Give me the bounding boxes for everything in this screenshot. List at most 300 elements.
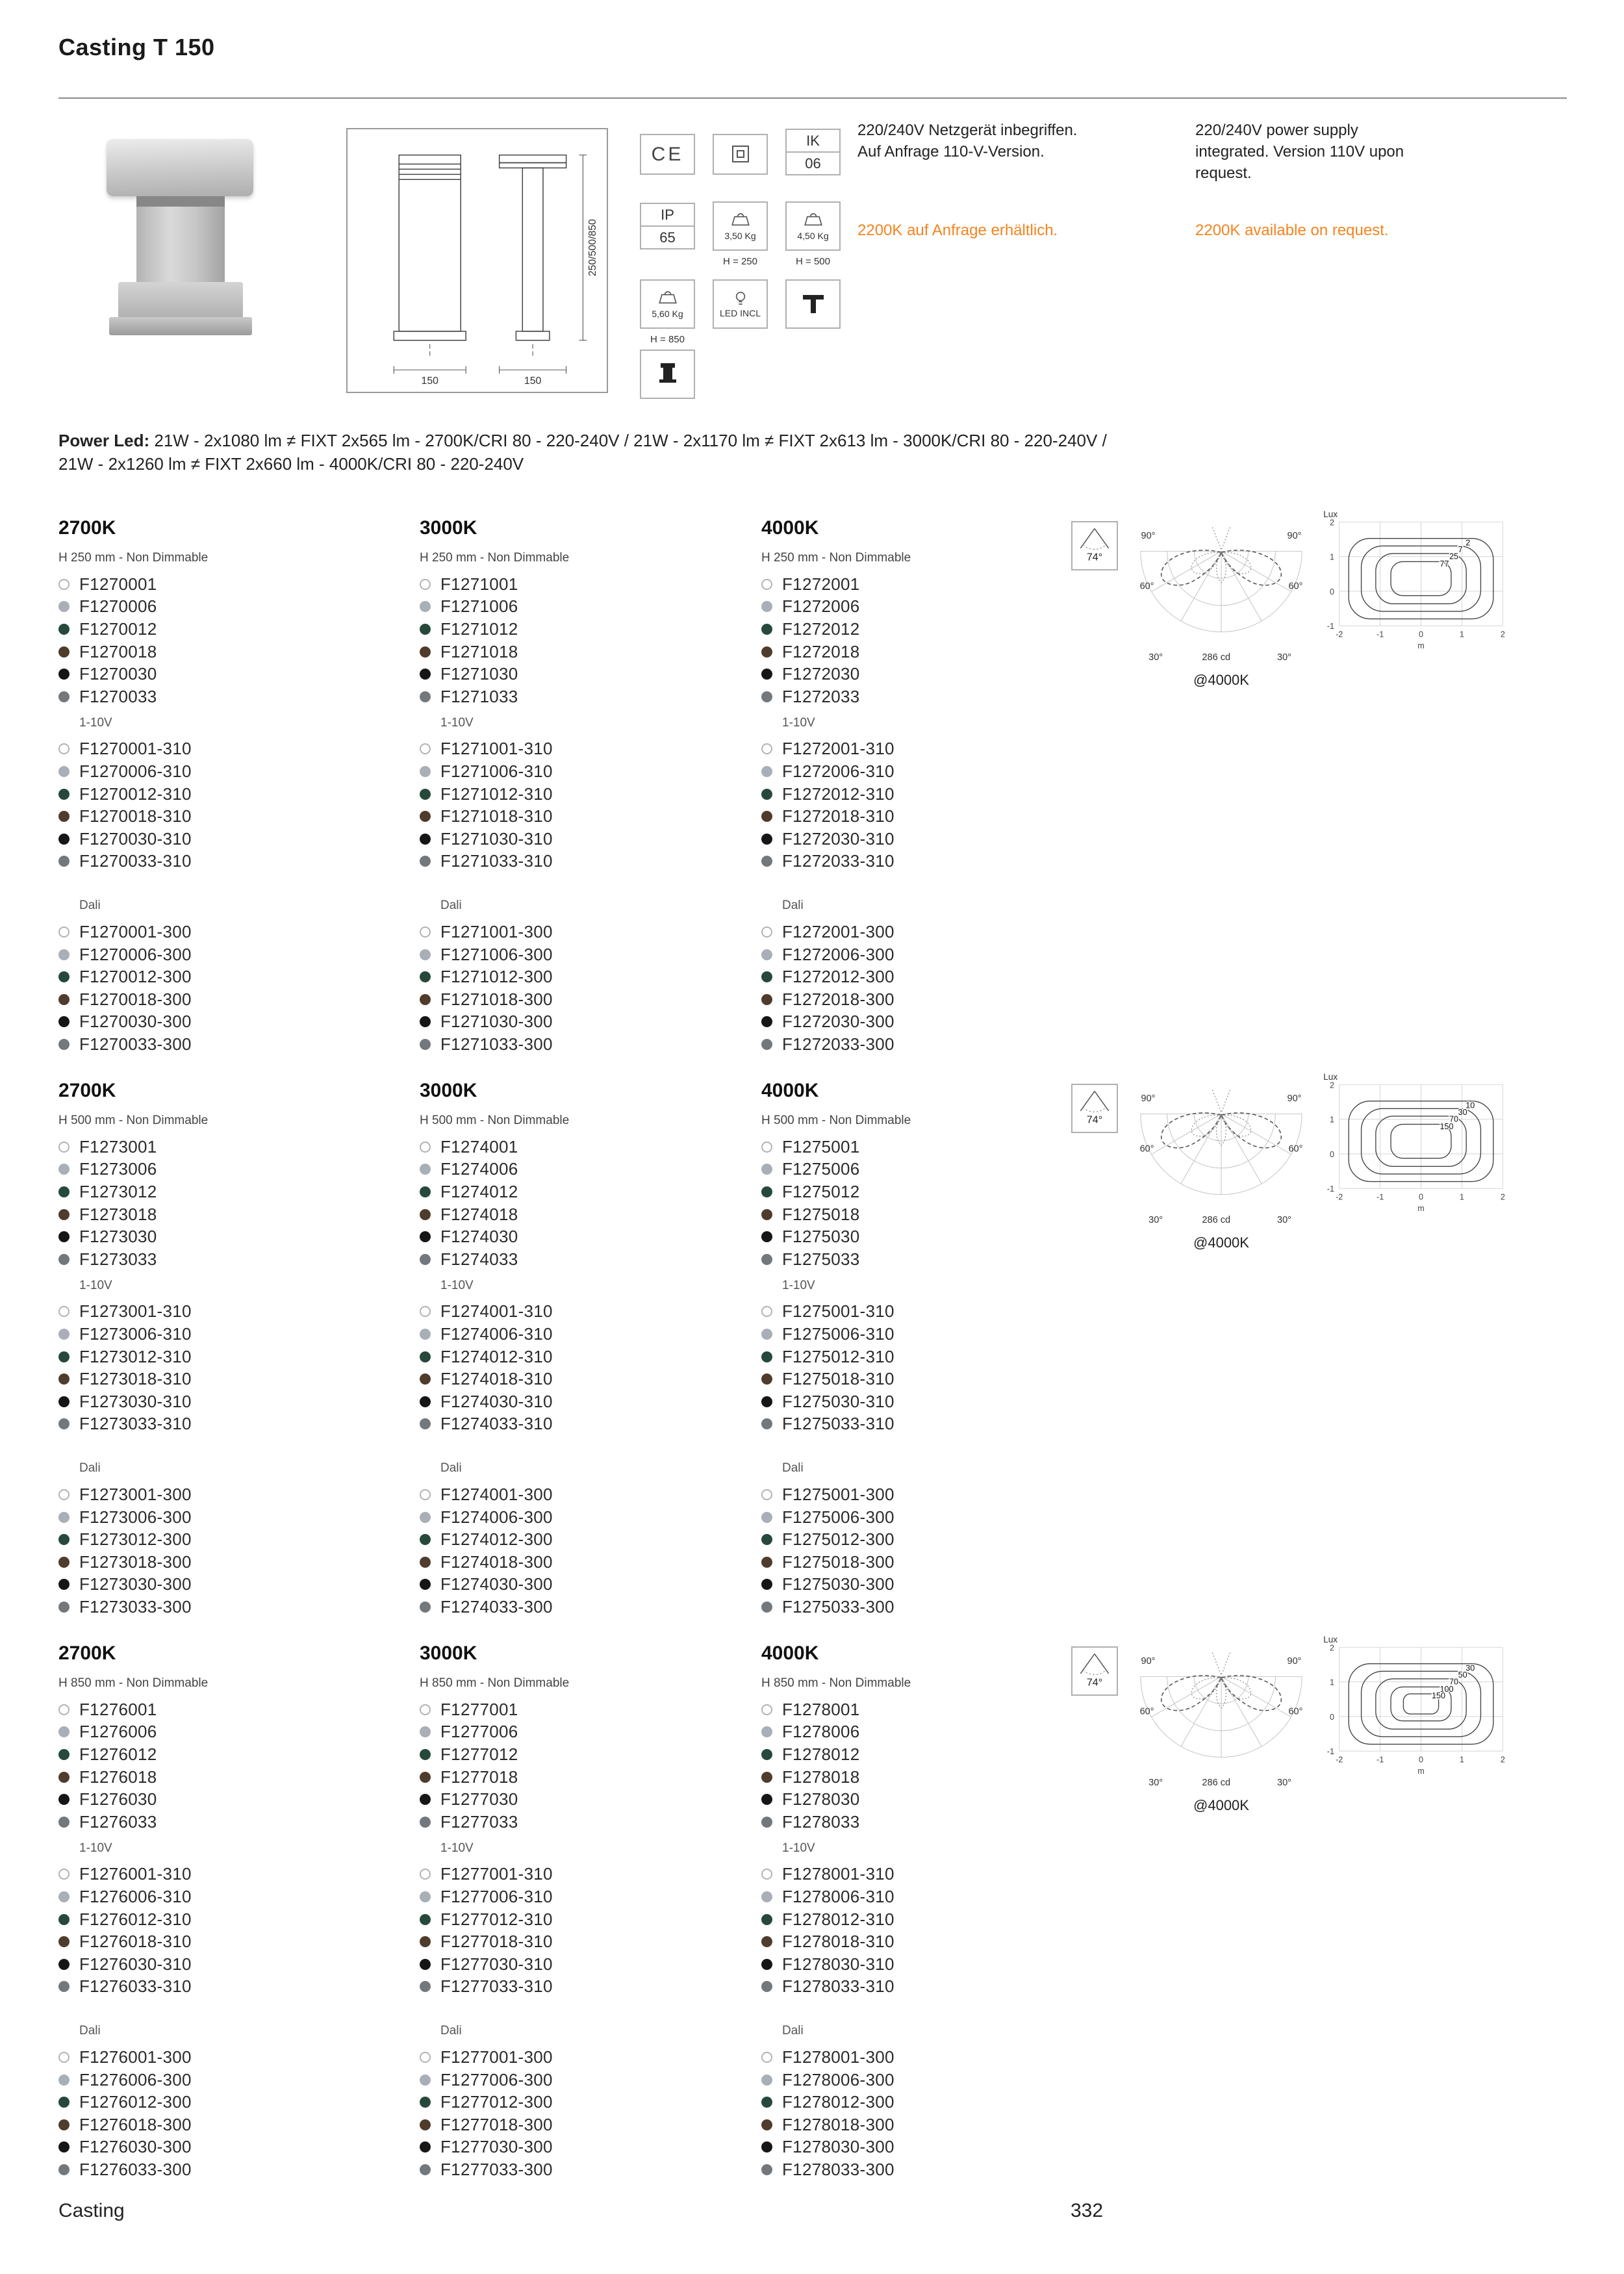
finish-dot-icon	[761, 691, 772, 702]
code-list-base	[58, 1136, 377, 1271]
photometry-panel	[1071, 1071, 1573, 1392]
product-code-row	[420, 1181, 738, 1203]
beam-angle-glyph	[1073, 1086, 1116, 1131]
svg-text:2: 2	[1500, 1755, 1505, 1765]
product-code: F1276030-300	[79, 2137, 192, 2157]
svg-text:1: 1	[1459, 1755, 1464, 1765]
product-code-row	[420, 1596, 738, 1618]
product-code-row	[58, 828, 377, 850]
svg-text:150: 150	[1440, 1122, 1454, 1132]
temperature-heading: 3000K	[420, 517, 477, 539]
product-code-row	[420, 850, 738, 873]
finish-dot-icon	[58, 1142, 70, 1153]
svg-text:30: 30	[1465, 1663, 1475, 1673]
product-code-row	[58, 1506, 377, 1529]
finish-dot-icon	[761, 1164, 772, 1175]
svg-text:0: 0	[1329, 1712, 1334, 1722]
finish-dot-icon	[761, 1726, 772, 1737]
finish-dot-icon	[761, 926, 772, 938]
product-code-row	[58, 2136, 377, 2159]
finish-dot-icon	[420, 856, 431, 867]
product-code-row	[58, 2091, 377, 2114]
finish-dot-icon	[58, 2097, 70, 2108]
code-list-base	[420, 573, 738, 708]
finish-dot-icon	[58, 1914, 70, 1925]
svg-text:30°: 30°	[1276, 1215, 1291, 1226]
product-code: F1277030-300	[440, 2137, 553, 2157]
temperature-heading: 4000K	[761, 517, 819, 539]
product-code: F1270033	[79, 686, 157, 706]
product-code-row	[58, 1301, 377, 1323]
product-code: F1272033-300	[782, 1034, 894, 1054]
product-code: F1272012-310	[782, 784, 894, 804]
product-code-row	[420, 1551, 738, 1574]
finish-dot-icon	[761, 1534, 772, 1545]
product-code-row	[58, 1033, 377, 1056]
finish-dot-icon	[420, 1016, 431, 1027]
finish-dot-icon	[58, 994, 70, 1005]
power-led-label: Power Led:	[58, 431, 150, 450]
finish-dot-icon	[420, 1329, 431, 1340]
product-code-row	[420, 805, 738, 828]
svg-text:1: 1	[1329, 552, 1334, 562]
product-listings	[58, 509, 1572, 2213]
product-code: F1273030-300	[79, 1574, 192, 1594]
finish-dot-icon	[420, 1534, 431, 1545]
svg-text:0: 0	[1329, 587, 1334, 596]
height-note-850: H = 850	[650, 334, 685, 345]
finish-dot-icon	[420, 646, 431, 658]
finish-dot-icon	[761, 1914, 772, 1925]
product-code-row	[761, 1368, 1080, 1390]
finish-dot-icon	[58, 926, 70, 938]
finish-dot-icon	[761, 1418, 772, 1429]
product-code: F1277006-310	[440, 1886, 553, 1906]
finish-dot-icon	[761, 2164, 772, 2175]
product-code-row	[58, 1528, 377, 1551]
lux-chart	[1314, 508, 1509, 656]
product-code: F1271012	[440, 619, 518, 639]
finish-dot-icon	[420, 1914, 431, 1925]
product-code: F1271001	[440, 574, 518, 594]
product-code-row	[761, 1811, 1080, 1833]
svg-text:70: 70	[1449, 1114, 1459, 1124]
product-code-row	[761, 2046, 1080, 2069]
finish-dot-icon	[58, 811, 70, 822]
svg-text:90°: 90°	[1287, 1093, 1302, 1105]
product-code: F1273006-300	[79, 1507, 192, 1527]
svg-text:1: 1	[1459, 630, 1464, 639]
product-code: F1270006-300	[79, 944, 192, 964]
product-code: F1274030-310	[440, 1391, 553, 1411]
product-code-row	[761, 2069, 1080, 2091]
product-code-row	[761, 1574, 1080, 1596]
product-code-row	[420, 760, 738, 783]
finish-dot-icon	[58, 743, 70, 754]
svg-text:m: m	[1417, 641, 1425, 651]
product-code: F1277001-300	[440, 2047, 553, 2067]
product-code-row	[420, 1368, 738, 1390]
product-group	[58, 509, 1572, 1080]
height-subtitle: H 250 mm - Non Dimmable	[58, 551, 209, 565]
finish-dot-icon	[420, 601, 431, 612]
product-code-row	[761, 943, 1080, 966]
product-code: F1270030-300	[79, 1012, 192, 1032]
led-included-text: LED INCL	[719, 307, 761, 318]
product-code: F1278033	[782, 1811, 860, 1832]
finish-dot-icon	[58, 1254, 70, 1265]
svg-text:2: 2	[1465, 538, 1471, 548]
product-code-row	[761, 1413, 1080, 1436]
dimming-section-label: Dali	[440, 1461, 462, 1476]
finish-dot-icon	[420, 2052, 431, 2063]
product-code-row	[58, 2158, 377, 2181]
finish-dot-icon	[420, 624, 431, 635]
product-code: F1277030	[440, 1789, 518, 1809]
svg-text:74°: 74°	[1086, 551, 1103, 563]
svg-text:0: 0	[1419, 630, 1424, 639]
product-group	[58, 1634, 1572, 2205]
finish-dot-icon	[420, 1959, 431, 1970]
svg-text:30°: 30°	[1276, 1778, 1291, 1789]
measurement-temperature: @4000K	[1193, 1234, 1249, 1251]
svg-text:30°: 30°	[1148, 1215, 1163, 1226]
product-code: F1274030-300	[440, 1574, 553, 1594]
product-code: F1276012-300	[79, 2092, 192, 2112]
product-code: F1275012-300	[782, 1529, 894, 1550]
product-code: F1272018-300	[782, 989, 894, 1009]
product-code-row	[420, 1574, 738, 1596]
finish-dot-icon	[58, 789, 70, 800]
product-code: F1272018	[782, 641, 860, 661]
finish-dot-icon	[58, 1329, 70, 1340]
product-group	[58, 1071, 1572, 1642]
weight-h500-value: 4,50 Kg	[797, 230, 829, 241]
finish-dot-icon	[58, 579, 70, 590]
code-list-base	[761, 1136, 1080, 1271]
weight-h500-badge	[785, 201, 841, 251]
product-code: F1276033	[79, 1811, 157, 1832]
product-code-row	[761, 641, 1080, 663]
photo-cap	[107, 139, 253, 196]
product-code: F1274001	[440, 1136, 518, 1156]
finish-dot-icon	[761, 743, 772, 754]
product-code: F1278012	[782, 1744, 860, 1764]
svg-text:0: 0	[1329, 1149, 1334, 1159]
ce-mark-badge	[640, 134, 695, 175]
product-code: F1278018-310	[782, 1932, 894, 1952]
finish-dot-icon	[420, 1186, 431, 1197]
product-code: F1270018	[79, 641, 157, 661]
product-code: F1270012-300	[79, 967, 192, 987]
product-code-row	[420, 828, 738, 850]
product-code: F1275006-310	[782, 1323, 894, 1344]
product-code-row	[420, 783, 738, 806]
note-en-line2: integrated. Version 110V upon	[1195, 143, 1404, 160]
height-subtitle: H 500 mm - Non Dimmable	[58, 1114, 209, 1127]
weight-icon	[655, 290, 681, 307]
svg-text:60°: 60°	[1139, 1706, 1154, 1717]
product-code: F1271033-300	[440, 1034, 553, 1054]
product-code: F1271012-300	[440, 967, 553, 987]
svg-text:30: 30	[1458, 1107, 1467, 1117]
led-included-badge	[713, 279, 768, 329]
svg-text:60°: 60°	[1288, 1706, 1303, 1717]
product-code: F1274018-300	[440, 1552, 553, 1572]
product-code-row	[420, 1346, 738, 1368]
dimming-section-label: 1-10V	[79, 715, 112, 730]
product-code: F1278012-310	[782, 1909, 894, 1929]
product-code: F1275012	[782, 1181, 860, 1201]
finish-dot-icon	[761, 1891, 772, 1902]
dimming-section-label: 1-10V	[782, 1278, 815, 1292]
product-code-row	[420, 1506, 738, 1529]
product-code-row	[58, 1483, 377, 1506]
product-code-row	[58, 1811, 377, 1833]
product-code: F1278018-300	[782, 2114, 894, 2134]
product-code-row	[761, 738, 1080, 761]
code-list-dali	[58, 1483, 377, 1618]
beam-angle-icon	[1071, 1084, 1118, 1133]
finish-dot-icon	[761, 949, 772, 960]
product-code-row	[58, 1136, 377, 1158]
product-code-row	[420, 1976, 738, 1999]
finish-dot-icon	[420, 949, 431, 960]
product-code: F1272001	[782, 574, 860, 594]
finish-dot-icon	[58, 1959, 70, 1970]
product-code-row	[420, 2046, 738, 2069]
ce-mark-text: CE	[651, 143, 684, 165]
finish-dot-icon	[58, 1869, 70, 1880]
product-code: F1271030-310	[440, 828, 553, 849]
product-code-row	[420, 1930, 738, 1953]
product-code: F1276006	[79, 1722, 157, 1742]
product-code: F1271030	[440, 664, 518, 684]
finish-dot-icon	[420, 1936, 431, 1947]
svg-text:-1: -1	[1326, 622, 1334, 632]
product-code-row	[58, 1323, 377, 1346]
product-code: F1270006	[79, 596, 157, 617]
finish-dot-icon	[420, 1602, 431, 1613]
product-code: F1271033	[440, 686, 518, 706]
product-code-row	[58, 663, 377, 685]
height-subtitle: H 500 mm - Non Dimmable	[420, 1114, 570, 1127]
product-code-row	[420, 1811, 738, 1833]
product-code-row	[420, 573, 738, 596]
code-list-1-10v	[420, 1863, 738, 1999]
product-code-row	[58, 1743, 377, 1766]
product-code: F1277033-300	[440, 2159, 553, 2179]
product-code: F1275033	[782, 1249, 860, 1269]
product-code: F1273033	[79, 1249, 157, 1269]
dimming-section-label: 1-10V	[79, 1278, 112, 1292]
finish-dot-icon	[58, 1016, 70, 1027]
product-code: F1273018-310	[79, 1369, 192, 1389]
product-code-row	[761, 1225, 1080, 1248]
finish-dot-icon	[420, 926, 431, 938]
photo-light-aperture	[136, 196, 225, 207]
product-code-row	[58, 2046, 377, 2069]
product-pictogram-profile-badge	[785, 279, 841, 329]
finish-dot-icon	[420, 1794, 431, 1805]
product-code-row	[761, 1301, 1080, 1323]
product-code: F1273033-310	[79, 1414, 192, 1434]
product-code-row	[58, 805, 377, 828]
finish-dot-icon	[58, 1373, 70, 1385]
finish-dot-icon	[761, 2097, 772, 2108]
finish-dot-icon	[58, 1396, 70, 1407]
finish-dot-icon	[420, 1039, 431, 1050]
product-code: F1276033-310	[79, 1976, 192, 1997]
page-title: Casting T 150	[58, 34, 215, 60]
svg-text:Lux: Lux	[1323, 509, 1338, 519]
dimming-section-label: Dali	[79, 1461, 101, 1476]
svg-text:Lux: Lux	[1323, 1634, 1338, 1644]
product-code: F1274033-300	[440, 1596, 553, 1616]
product-code-row	[420, 738, 738, 761]
finish-dot-icon	[58, 1186, 70, 1197]
product-code: F1278001	[782, 1699, 860, 1719]
power-led-line2: 21W - 2x1260 lm ≠ FIXT 2x660 lm - 4000K/CRI 80 - 220-240V	[58, 454, 524, 474]
svg-text:286 cd: 286 cd	[1202, 1215, 1231, 1226]
product-code-row	[420, 2158, 738, 2181]
product-code: F1273012-300	[79, 1529, 192, 1550]
finish-dot-icon	[58, 834, 70, 845]
finish-dot-icon	[420, 1726, 431, 1737]
power-led-line1: 21W - 2x1080 lm ≠ FIXT 2x565 lm - 2700K/CRI 80 - 220-240V / 21W - 2x1170 lm ≠ FIXT 2x613 lm - 3000K/CRI 80 - 220-240V /	[154, 431, 1107, 450]
finish-dot-icon	[420, 1306, 431, 1317]
product-code: F1272001-310	[782, 739, 894, 759]
product-code-row	[761, 828, 1080, 850]
ik-label: IK	[806, 132, 820, 149]
product-code-row	[58, 850, 377, 873]
product-code-row	[58, 965, 377, 988]
product-code: F1272033	[782, 686, 860, 706]
finish-dot-icon	[761, 789, 772, 800]
svg-text:50: 50	[1458, 1670, 1467, 1680]
product-code-row	[58, 1698, 377, 1721]
product-code: F1275030-300	[782, 1574, 894, 1594]
temperature-column	[420, 1642, 738, 2181]
product-code-row	[761, 988, 1080, 1011]
height-note-250: H = 250	[723, 256, 757, 267]
height-subtitle: H 500 mm - Non Dimmable	[761, 1114, 911, 1127]
code-list-dali	[420, 2046, 738, 2181]
finish-dot-icon	[420, 834, 431, 845]
finish-dot-icon	[58, 1351, 70, 1362]
svg-text:286 cd: 286 cd	[1202, 652, 1231, 663]
product-code-row	[58, 1953, 377, 1976]
finish-dot-icon	[58, 1489, 70, 1500]
finish-dot-icon	[58, 1891, 70, 1902]
svg-text:-2: -2	[1336, 1755, 1343, 1765]
product-code: F1272030-310	[782, 828, 894, 849]
code-list-1-10v	[58, 738, 377, 873]
product-code: F1273018-300	[79, 1552, 192, 1572]
temperature-heading: 4000K	[761, 1642, 819, 1664]
product-code: F1278006-310	[782, 1886, 894, 1906]
svg-text:60°: 60°	[1139, 581, 1154, 592]
product-code: F1273030	[79, 1227, 157, 1247]
dimension-width-1: 150	[421, 376, 438, 387]
product-code: F1275001-300	[782, 1484, 894, 1504]
temperature-column	[761, 1080, 1080, 1618]
ik-rating-badge	[785, 129, 841, 175]
finish-dot-icon	[420, 1891, 431, 1902]
product-code: F1270033-300	[79, 1034, 192, 1054]
product-code-row	[761, 1181, 1080, 1203]
finish-dot-icon	[761, 669, 772, 680]
svg-text:2: 2	[1329, 518, 1334, 528]
product-code-row	[761, 1390, 1080, 1413]
finish-dot-icon	[420, 1254, 431, 1265]
product-code: F1273012-310	[79, 1346, 192, 1366]
svg-text:-1: -1	[1326, 1184, 1334, 1194]
product-code-row	[420, 1885, 738, 1908]
product-code: F1272012-300	[782, 967, 894, 987]
weight-icon	[728, 212, 754, 229]
product-code: F1278030-310	[782, 1954, 894, 1974]
product-code: F1278006	[782, 1722, 860, 1742]
product-code: F1274012	[440, 1181, 518, 1201]
product-code-row	[58, 738, 377, 761]
svg-text:-1: -1	[1377, 1192, 1384, 1202]
code-list-base	[420, 1136, 738, 1271]
product-code-row	[761, 1323, 1080, 1346]
product-code-row	[761, 596, 1080, 619]
finish-dot-icon	[58, 2119, 70, 2130]
dimension-height: 250/500/850	[587, 219, 599, 277]
dimming-section-label: 1-10V	[440, 1278, 474, 1292]
svg-text:2: 2	[1500, 1192, 1505, 1202]
finish-dot-icon	[58, 1418, 70, 1429]
code-list-base	[420, 1698, 738, 1833]
height-note-500: H = 500	[796, 256, 830, 267]
finish-dot-icon	[420, 2075, 431, 2086]
product-code-row	[420, 1033, 738, 1056]
ik-value: 06	[787, 151, 839, 174]
code-list-1-10v	[761, 1301, 1080, 1436]
product-photo	[103, 136, 259, 339]
temperature-heading: 2700K	[58, 1080, 116, 1101]
beam-angle-icon	[1071, 521, 1118, 570]
lux-chart	[1314, 1071, 1509, 1219]
finish-dot-icon	[761, 1329, 772, 1340]
product-code-row	[58, 1930, 377, 1953]
finish-dot-icon	[761, 646, 772, 658]
svg-text:77: 77	[1440, 559, 1449, 569]
svg-text:90°: 90°	[1141, 1656, 1156, 1667]
finish-dot-icon	[420, 789, 431, 800]
lux-contour-chart	[1314, 1633, 1509, 1778]
product-code-row	[58, 2114, 377, 2136]
product-code: F1274001-310	[440, 1301, 553, 1322]
product-code-row	[58, 1368, 377, 1390]
finish-dot-icon	[761, 1512, 772, 1523]
led-bulb-icon	[728, 290, 754, 306]
product-code: F1271001-310	[440, 739, 553, 759]
finish-dot-icon	[420, 2141, 431, 2153]
svg-text:90°: 90°	[1141, 1093, 1156, 1105]
product-code: F1274030	[440, 1227, 518, 1247]
svg-text:150: 150	[1431, 1691, 1445, 1700]
product-code: F1276018	[79, 1767, 157, 1787]
product-code-row	[420, 1203, 738, 1226]
finish-dot-icon	[761, 1373, 772, 1385]
bollard-profile-icon	[799, 291, 828, 317]
polar-chart	[1133, 518, 1310, 668]
product-code: F1275006	[782, 1159, 860, 1179]
